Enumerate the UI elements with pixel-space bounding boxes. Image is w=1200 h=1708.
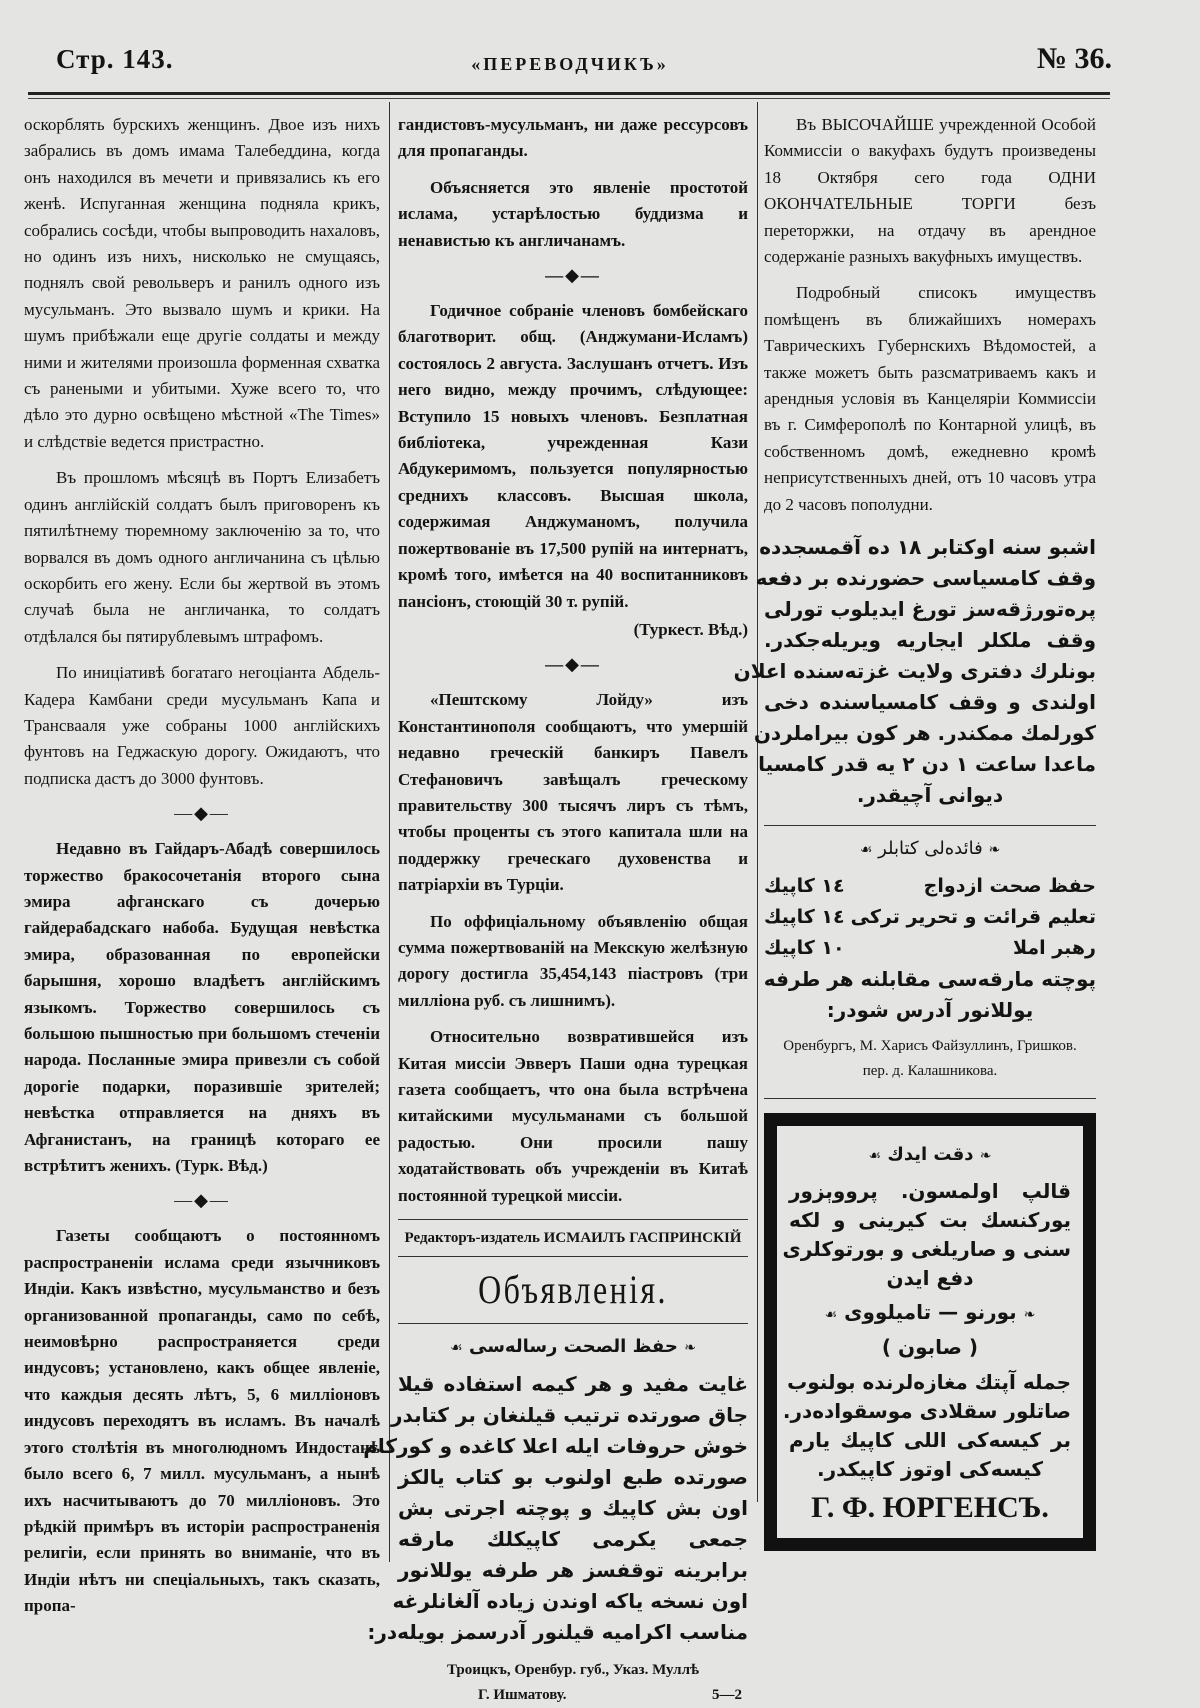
text-line: ماعدا ساعت ۱ دن ۲ یه قدر کامسیا (758, 752, 1096, 777)
editor-line: Редакторъ-издатель ИСМАИЛЪ ГАСПРИНСКІЙ (404, 1230, 742, 1247)
ad-address: Троицкъ, Оренбур. губ., Указ. Муллѣ (446, 1662, 700, 1679)
ad-title-text: حفظ الصحت رساله‌سی (468, 1336, 678, 1358)
book-item (764, 933, 1096, 964)
divider (398, 1219, 748, 1220)
book-name: حفظ صحت ازدواج (923, 875, 1096, 898)
text-line: اشبو سنه اوکتابر ۱۸ ده آقمسجدده (759, 535, 1096, 560)
article-paragraph: «Пештскому Лойду» изъ Константинополя сообщаютъ, что умершій недавно греческій банкиръ Павелъ Стефановичъ завѣщалъ греческому правительству 300 тысячъ лиръ съ тѣмъ, чтобы проценты съ этого капитала шли на поддержку греческаго духовенства и патріархіи въ Турціи. (398, 690, 748, 895)
notice-paragraph: Подробный списокъ имуществъ помѣщенъ въ ближайшихъ номерахъ Таврическихъ Губернскихъ Вѣдомостей, а также можетъ быть разсматриваемъ какъ и арендныя условія въ Канцеляріи Коммиссіи въ г. Симферополѣ по Контарной улицѣ, въ собственномъ домѣ, ежедневно кромѣ неприсутственныхъ дней, отъ 10 часовъ утра до 2 часовъ пополудни. (764, 283, 1096, 514)
text-line: پوچته مارقه‌سی مقابلنه هر طرفه (763, 967, 1096, 992)
article-source: (Туркест. Вѣд.) (633, 619, 748, 639)
ad-title (398, 1332, 748, 1363)
article-paragraph: По оффиціальному объявленію общая сумма пожертвованій на Мекскую желѣзную дорогу достигла 35,454,143 піастровъ (три милліона руб. съ лишнимъ). (398, 911, 748, 1010)
ornament-icon: ❧ (988, 842, 1001, 859)
text-line: مناسب اکرامیه قیلنور آدرسمز بویله‌در: (367, 1620, 748, 1645)
text-line: دیوانی آچیقدر. (856, 783, 1004, 808)
column-3 (733, 112, 1096, 1551)
text-line: پره‌تورژقه‌سز تورغ ایدیلوب تورلی (764, 597, 1096, 622)
box-ad-text (782, 1177, 1071, 1293)
text-line: وقف ملکلر ایجاریه ویریله‌جکدر. (764, 628, 1096, 653)
text-line: کیسه‌کی اوتوز کاپیکدر. (816, 1457, 1044, 1482)
books-address: пер. д. Калашникова. (862, 1063, 998, 1080)
column-1 (24, 112, 380, 1630)
text-line: اون بش کاپیك و پوچته اجرتی بش (398, 1496, 748, 1521)
ornament-icon: ❧ (979, 1148, 992, 1165)
article-paragraph: По иниціативѣ богатаго негоціанта Абдель-Кадера Камбани среди мусульманъ Капа и Трансвааля уже собраны 1000 англійскихъ фунтовъ на Геджаскую дорогу. Ожидаютъ, что подписка дастъ до 3000 фунтовъ. (24, 663, 380, 788)
text-line: کورلمك ممکندر. هر کون بیراملردن (753, 721, 1096, 746)
text-line: خوش حروفات ایله اعلا کاغده و کورکام (363, 1434, 748, 1459)
text-line: جمعی یکرمی کاپیکلك مارقه (398, 1527, 748, 1552)
text-line: دفع ایدن (886, 1266, 974, 1291)
text-line: جمله آپتك مغازه‌لرنده بولنوب (787, 1370, 1071, 1395)
text-line: اولندی و وقف کامسیاسنده دخی (764, 690, 1096, 715)
text-line: بر کیسه‌کی اللی کاپیك یارم (789, 1428, 1071, 1453)
notice-ottoman (733, 532, 1096, 811)
text-line: وقف کامسیاسی حضورنده بر دفعه (755, 566, 1096, 591)
article-paragraph: оскорблять бурскихъ женщинъ. Двое изъ нихъ забрались въ домъ имама Талебеддина, когда онъ находился въ мечети и привязались къ его женѣ. Испуганная женщина подняла крикъ, собрались сосѣди, чтобы выпроводить нахаловъ, но одинъ изъ нихъ, нисколько не смущаясь, поднялъ свой револьверъ и ранилъ одного изъ мусульманъ. Это вызвало шумъ и крики. На шумъ прибѣжали еще другіе солдаты и между ними и жителями произошла форменная схватка съ ранеными и убитыми. Хуже всего то, что дѣло это дурно освѣщено мѣстной «The Times» и слѣдствіе ведется пристрастно. (24, 115, 380, 451)
article-paragraph: Объясняется это явленіе простотой ислама, устарѣлостью буддизма и ненавистью къ англичанамъ. (398, 177, 748, 250)
book-name: تعلیم قرائت و تحریر ترکی (850, 906, 1096, 929)
book-price: ۱٤ کاپیك (764, 875, 845, 898)
books-address: Оренбургъ, М. Харисъ Файзуллинъ, Гришков. (783, 1038, 1077, 1055)
text-line: قالپ اولمسون. پرووېزور (789, 1179, 1071, 1204)
article-paragraph: Газеты сообщаютъ о постоянномъ распространеніи ислама среди язычниковъ Индіи. Какъ извѣстно, мусульманство и безъ организованной пропаганды, само по себѣ, неимовѣрно распространяется среди индусовъ; установлено, какъ общее явленіе, что каждыя десять лѣтъ, 5, 6 милліоновъ индусовъ переходятъ въ исламъ. Въ началѣ этого столѣтія въ многолюдномъ Индостанѣ было всего 6, 7 милл. мусульманъ, а нынѣ ихъ насчитываютъ до 70 милліоновъ. Это рѣдкій примѣръ въ исторіи распространенія религіи, если принять во вниманіе, что въ Индіи нѣтъ ни спеціальныхъ, такъ сказать, пропа- (24, 1226, 380, 1616)
article-paragraph: Относительно возвратившейся изъ Китая миссіи Эвверъ Паши одна турецкая газета сообщаетъ, что она была встрѣчена китайскими мусульманами съ большой радостью. Они просили пашу ходатайствовать объ учрежденіи въ Китаѣ постоянной турецкой миссіи. (398, 1027, 748, 1205)
box-ad-product-sub: ( صابون ) (881, 1335, 979, 1360)
ornament-icon: ☙ (824, 1307, 838, 1324)
books-title-text: فائده‌لی کتابلر (878, 838, 983, 860)
article-paragraph: гандистовъ-мусульманъ, ни даже рессурсовъ для пропаганды. (398, 115, 748, 161)
text-line: سنی و صاریلغی و بورتوکلری (782, 1237, 1071, 1262)
article-paragraph: Годичное собраніе членовъ бомбейскаго благотворит. общ. (Анджумани-Исламъ) состоялось 2 августа. Заслушанъ отчетъ. Изъ него видно, между прочимъ, слѣдующее: Вступило 15 новыхъ членовъ. Безплатная библіотека, учрежденная Кази Абдукеримомъ, пользуется популярностью среднихъ классовъ. Высшая школа, содержимая Анджуманомъ, получила пожертвованіе въ 17,500 рупій на интернатъ, кромѣ того, имѣется на 40 воспитанниковъ пансіонъ, стоющій 30 т. рупій. (398, 301, 748, 611)
separator-ornament: —◆— (174, 1190, 230, 1211)
ad-address-name: Г. Ишматову. (478, 1687, 567, 1704)
ornament-icon: ☙ (859, 842, 873, 859)
column-divider (389, 102, 390, 1562)
box-ad-text (782, 1368, 1071, 1484)
text-line: برابرینه توقفسز هر طرفه یوللانور (398, 1558, 748, 1583)
ad-address-row (398, 1683, 748, 1708)
page-header (28, 40, 1112, 90)
book-name: رهبر املا (1012, 937, 1096, 960)
soap-ad-box (764, 1113, 1096, 1551)
divider (398, 1323, 748, 1324)
divider (398, 1256, 748, 1257)
text-line: جاق صورتده ترتیب قیلنغان بر کتابدر (391, 1403, 748, 1428)
ornament-icon: ❧ (1023, 1307, 1036, 1324)
ad-code: 5—2 (712, 1687, 742, 1704)
ads-heading: Объявленія. (478, 1267, 668, 1313)
header-rule (28, 92, 1110, 95)
box-ad-product-text: بورنو — تامیلووی (844, 1300, 1017, 1325)
book-item (764, 902, 1096, 933)
ornament-icon: ☙ (450, 1340, 463, 1357)
article-paragraph: Недавно въ Гайдаръ-Абадѣ совершилось торжество бракосочетанія второго сына эмира афганскаго съ дочерью гайдерабадскаго набоба. Будущая невѣстка эмира, образованная по европейски барышня, хорошо владѣетъ англійскимъ языкомъ. Торжество совершилось съ большою пышностью при большомъ стеченіи народа. Посланные эмира привезли съ собой дорогіе подарки, поразившіе зрителей; невѣстка отправляется на дняхъ въ Афганистанъ, на границѣ котораго ее встрѣтитъ женихъ. (Турк. Вѣд.) (24, 839, 380, 1176)
text-line: صورتده طبع اولنوب بو کتاب یالکز (398, 1465, 748, 1490)
book-item (764, 871, 1096, 902)
column-divider (757, 102, 758, 1502)
text-line: یورکنسك بت کیرینی و لکه (789, 1208, 1071, 1233)
box-ad-title (789, 1140, 1071, 1171)
issue-number: № 36. (1036, 42, 1112, 75)
books-title (764, 834, 1096, 865)
book-price: ۱٤ کاپیك (764, 906, 845, 929)
newspaper-title: «ПЕРЕВОДЧИКЪ» (471, 54, 669, 74)
advertiser-name: Г. Ф. ЮРГЕНСЪ. (811, 1491, 1049, 1525)
text-line: صاتلور سقلادی موسقواده‌در. (782, 1399, 1071, 1424)
header-rule-thin (28, 98, 1110, 99)
separator-ornament: —◆— (545, 265, 601, 286)
separator-ornament: —◆— (174, 803, 230, 824)
text-line: یوللانور آدرس شودر: (826, 998, 1034, 1023)
divider (764, 1098, 1096, 1099)
divider (764, 825, 1096, 826)
ornament-icon: ❧ (684, 1340, 696, 1357)
box-ad-title-text: دقت ایدك (887, 1144, 974, 1166)
ornament-icon: ☙ (868, 1148, 882, 1165)
book-price: ۱۰ کاپیك (764, 937, 845, 960)
box-ad-product (789, 1297, 1071, 1330)
ad-body (363, 1369, 748, 1648)
books-note (764, 964, 1096, 1026)
text-line: اون نسخه یاکه اوندن زیاده آلغانلرغه (392, 1589, 748, 1614)
text-line: بونلرك دفتری ولایت غزته‌سنده اعلان (733, 659, 1096, 684)
page-number: Стр. 143. (56, 44, 174, 74)
books-list (764, 871, 1096, 964)
notice-paragraph: Въ ВЫСОЧАЙШЕ учрежденной Особой Коммиссіи о вакуфахъ будутъ произведены 18 Октября сего года ОДНИ ОКОНЧАТЕЛЬНЫЕ ТОРГИ безъ переторжки, на отдачу въ арендное содержаніе разныхъ вакуфныхъ имуществъ. (764, 115, 1096, 267)
text-line: غایت مفید و هر کیمه استفاده قیلا (398, 1372, 748, 1397)
column-2 (363, 112, 748, 1708)
separator-ornament: —◆— (545, 654, 601, 675)
article-paragraph: Въ прошломъ мѣсяцѣ въ Портъ Елизабетъ одинъ англійскій солдатъ былъ приговоренъ къ пятилѣтнему тюремному заключенію за то, что ворвался въ домъ одного англичанина съ цѣлью оскорбить его жену. Если бы жертвой въ этомъ случаѣ была не англичанка, то солдатъ отдѣлался бы пятирублевымъ штрафомъ. (24, 468, 380, 646)
